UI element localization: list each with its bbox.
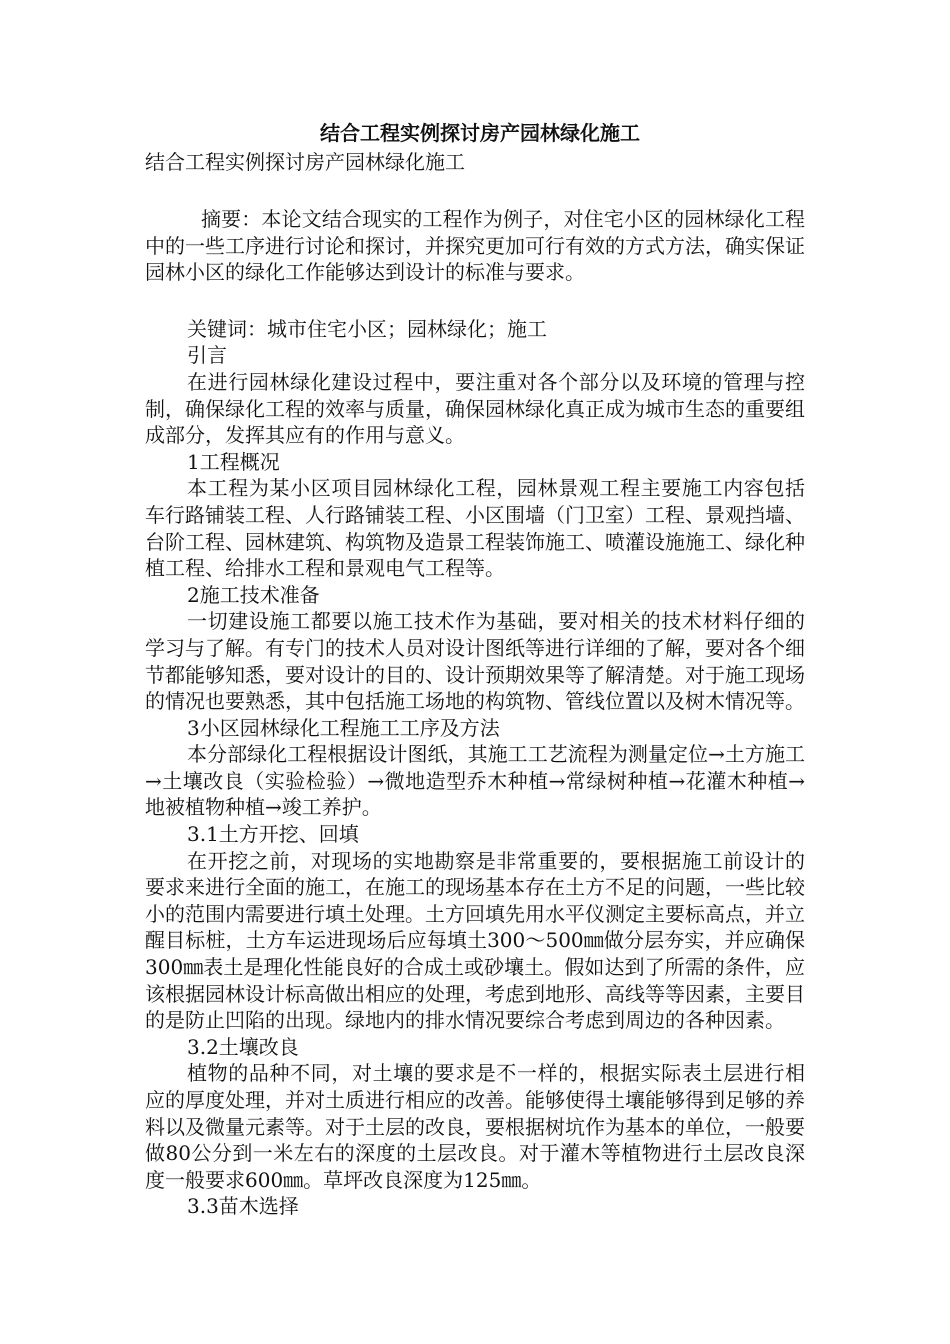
section-3-2-paragraph: 植物的品种不同，对土壤的要求是不一样的，根据实际表土层进行相应的厚度处理，并对土质进行相应的改善。能够使得土壤能够得到足够的养料以及微量元素等。对于土层的改良，要根据树坑作为基本的单位，一般要做80公分到一米左右的深度的土层改良。对于灌木等植物进行土层改良深度一般要求600㎜。草坪改良深度为125㎜。 [145, 1061, 805, 1192]
spacer [145, 176, 805, 206]
section-2-paragraph: 一切建设施工都要以施工技术作为基础，要对相关的技术材料仔细的学习与了解。有专门的技术人员对设计图纸等进行详细的了解，要对各个细节都能够知悉，要对设计的目的、设计预期效果等了解清楚。对于施工现场的情况也要熟悉，其中包括施工场地的构筑物、管线位置以及树木情况等。 [145, 609, 805, 714]
intro-heading: 引言 [187, 343, 227, 368]
section-3-3-heading: 3.3苗木选择 [187, 1194, 299, 1219]
document-page [145, 118, 805, 1220]
section-3-2-heading: 3.2土壤改良 [187, 1034, 299, 1059]
section-3-paragraph: 本分部绿化工程根据设计图纸，其施工工艺流程为测量定位→土方施工→土壤改良（实验检验）→微地造型乔木种植→常绿树种植→花灌木种植→地被植物种植→竣工养护。 [145, 742, 805, 820]
section-2-heading: 2施工技术准备 [187, 582, 320, 607]
section-3-1-paragraph: 在开挖之前，对现场的实地勘察是非常重要的，要根据施工前设计的要求来进行全面的施工，在施工的现场基本存在土方不足的问题，一些比较小的范围内需要进行填土处理。土方回填先用水平仪测定主要标高点，并立醒目标桩，土方车运进现场后应每填土300～500㎜做分层夯实，并应确保300㎜表土是理化性能良好的合成土或砂壤土。假如达到了所需的条件，应该根据园林设计标高做出相应的处理，考虑到地形、高线等等因素，主要目的是防止凹陷的出现。绿地内的排水情况要综合考虑到周边的各种因素。 [145, 848, 805, 1033]
section-1-heading: 1工程概况 [187, 449, 280, 474]
document-title: 结合工程实例探讨房产园林绿化施工 [320, 121, 640, 145]
intro-paragraph: 在进行园林绿化建设过程中，要注重对各个部分以及环境的管理与控制，确保绿化工程的效率与质量，确保园林绿化真正成为城市生态的重要组成部分，发挥其应有的作用与意义。 [145, 369, 805, 448]
section-3-1-heading: 3.1土方开挖、回填 [187, 822, 359, 847]
spacer [145, 286, 805, 316]
abstract-paragraph: 摘要：本论文结合现实的工程作为例子，对住宅小区的园林绿化工程中的一些工序进行讨论和探讨，并探究更加可行有效的方式方法，确实保证园林小区的绿化工作能够达到设计的标准与要求。 [145, 207, 805, 285]
keywords-line: 关键词：城市住宅小区；园林绿化；施工 [187, 316, 547, 341]
section-3-heading: 3小区园林绿化工程施工工序及方法 [187, 715, 500, 740]
section-1-paragraph: 本工程为某小区项目园林绿化工程，园林景观工程主要施工内容包括车行路铺装工程、人行路铺装工程、小区围墙（门卫室）工程、景观挡墙、台阶工程、园林建筑、构筑物及造景工程装饰施工、喷灌设施施工、绿化种植工程、给排水工程和景观电气工程等。 [145, 476, 805, 581]
document-subtitle: 结合工程实例探讨房产园林绿化施工 [145, 150, 465, 174]
